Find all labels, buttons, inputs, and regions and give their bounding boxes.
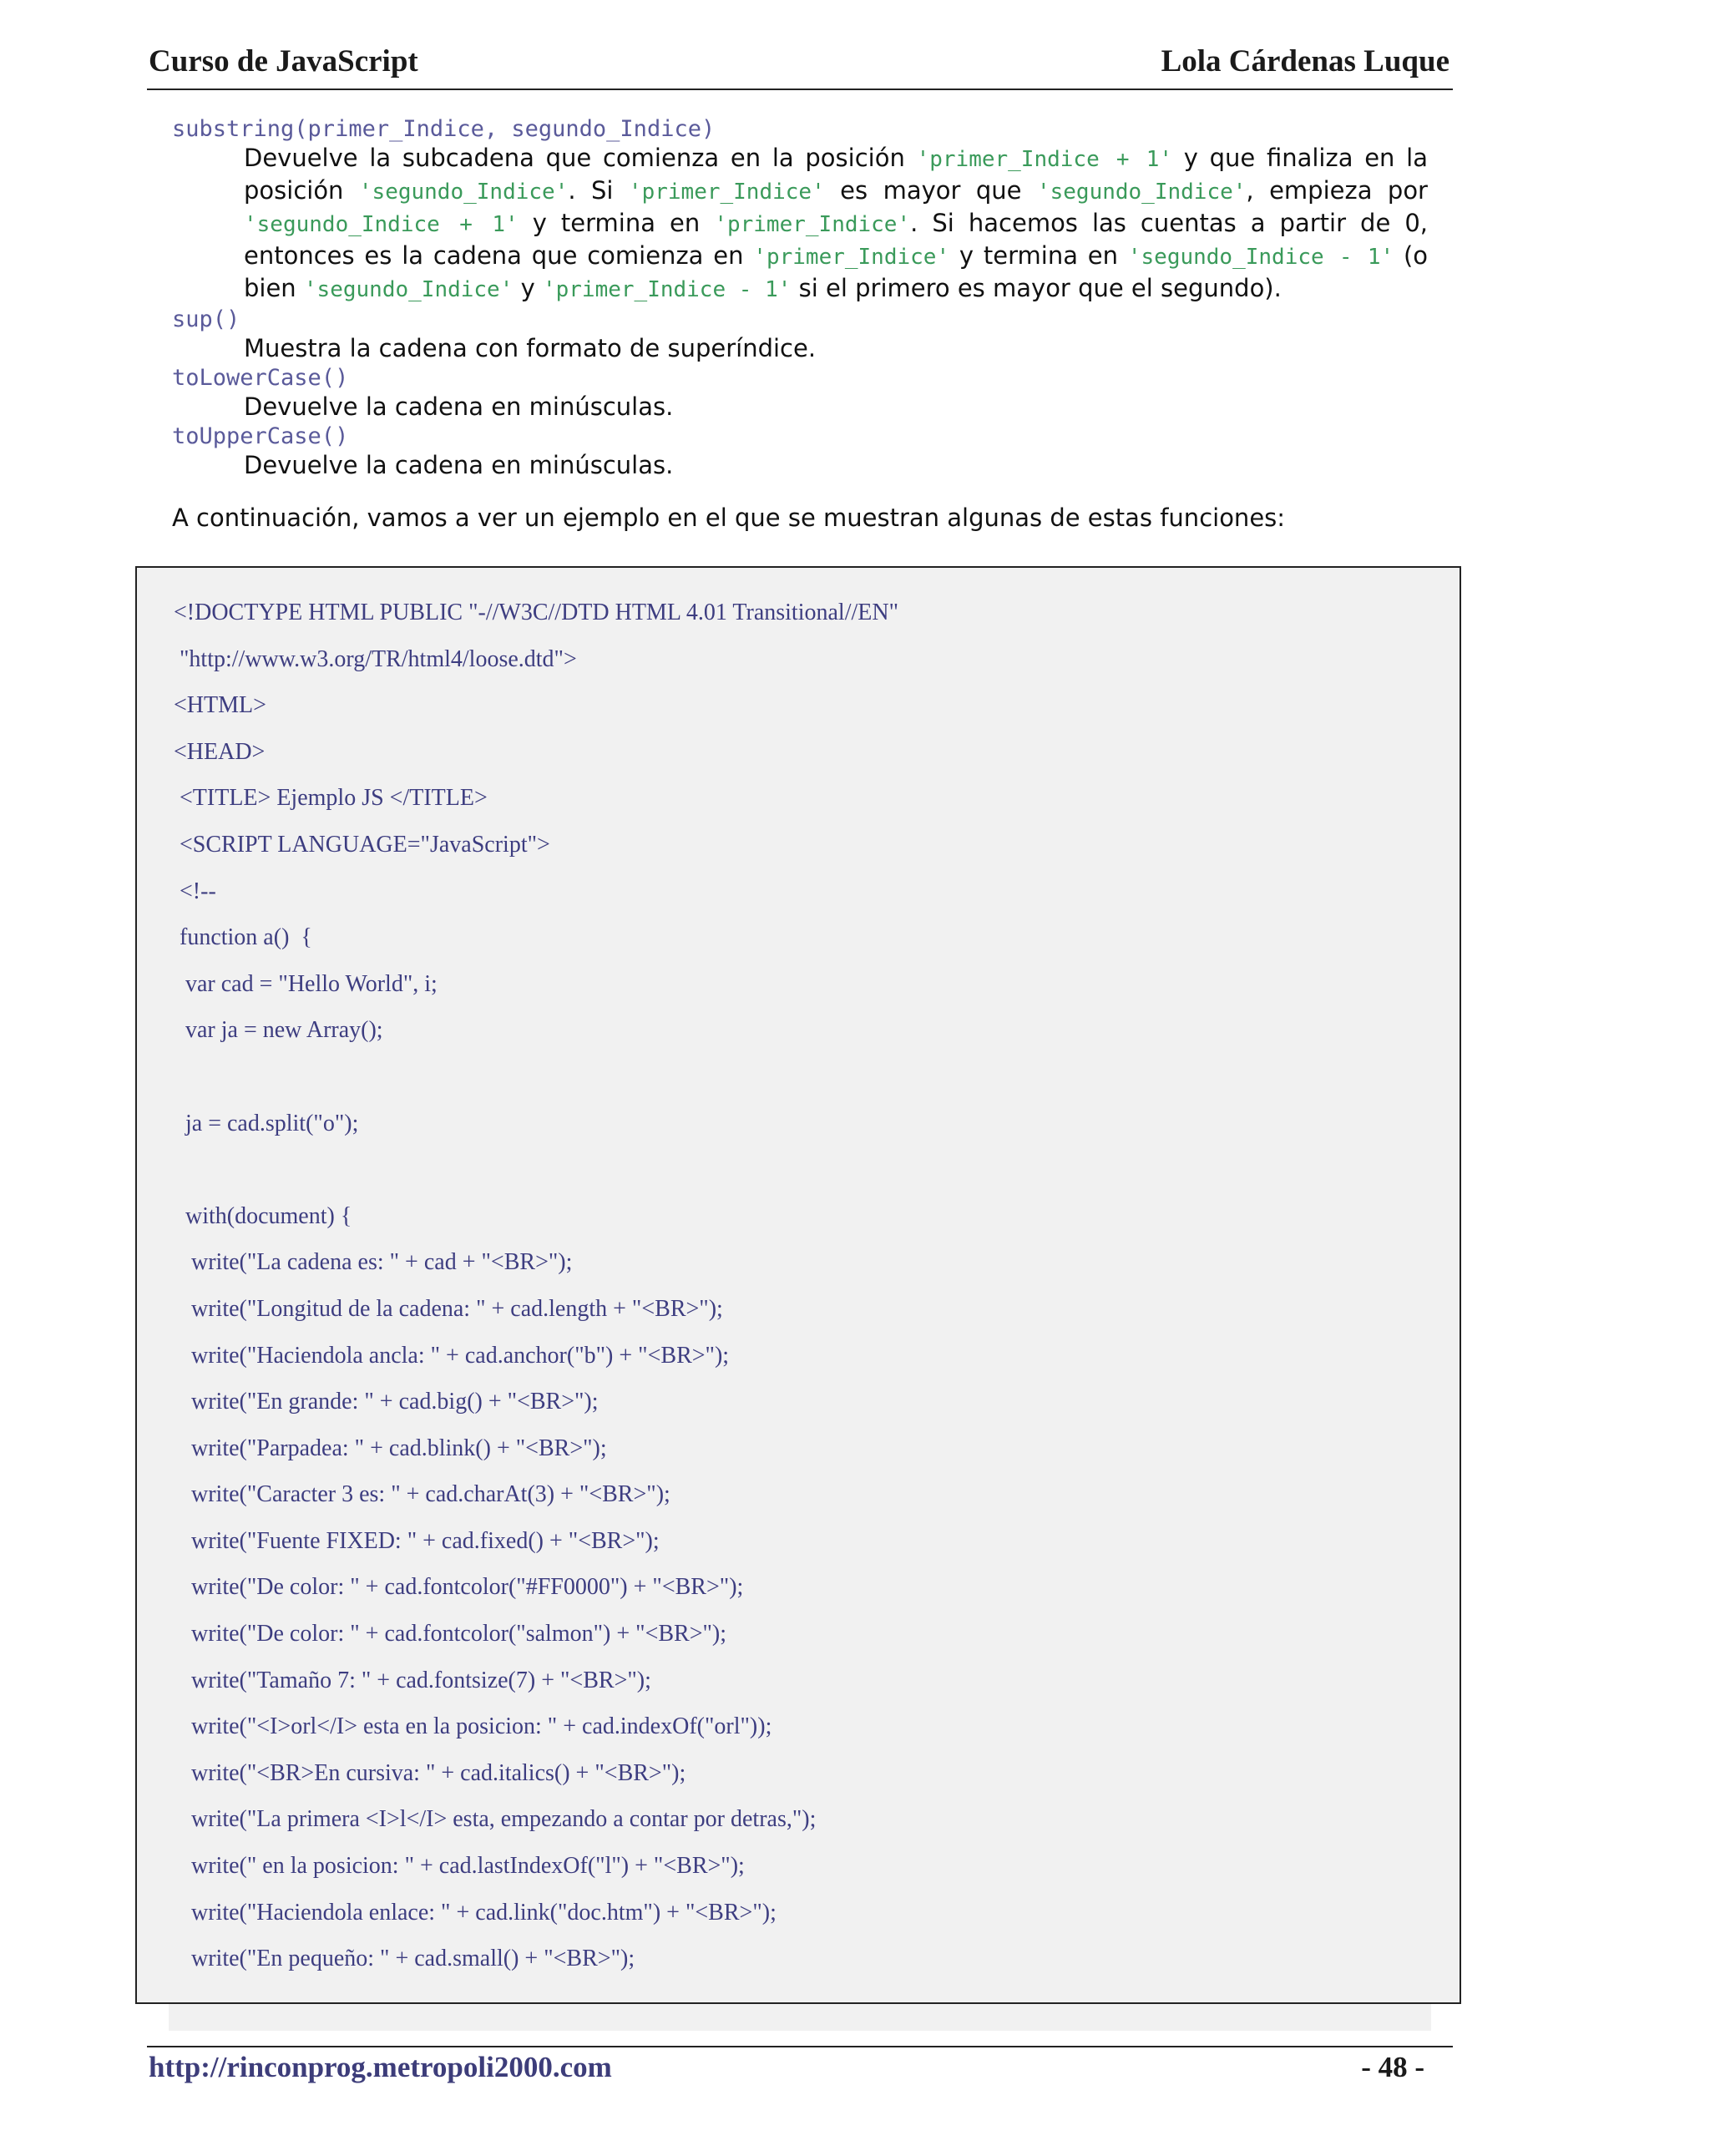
description-text: es mayor que	[824, 176, 1037, 205]
code-line: write("La cadena es: " + cad + "<BR>");	[174, 1249, 573, 1276]
code-line: write("La primera <I>l</I> esta, empezando a contar por detras,");	[174, 1806, 817, 1833]
inline-code: 'primer_Indice'	[628, 180, 825, 205]
inline-code: 'primer_Indice'	[714, 212, 911, 237]
code-line: write("Haciendola enlace: " + cad.link("doc.htm") + "<BR>");	[174, 1899, 777, 1926]
method-description	[244, 450, 1428, 481]
code-line: write("En grande: " + cad.big() + "<BR>");	[174, 1389, 599, 1415]
code-line: <!--	[174, 878, 216, 904]
method-list	[172, 115, 1428, 481]
code-lines	[174, 590, 898, 1982]
intro-paragraph: A continuación, vamos a ver un ejemplo en el que se muestran algunas de estas funciones:	[172, 504, 1286, 532]
code-line: write("Fuente FIXED: " + cad.fixed() + "<BR>");	[174, 1527, 660, 1554]
code-line: <TITLE> Ejemplo JS </TITLE>	[174, 785, 488, 812]
inline-code: 'segundo_Indice'	[358, 180, 569, 205]
method-description	[244, 333, 1428, 364]
code-line: write("<BR>En cursiva: " + cad.italics() + "<BR>");	[174, 1759, 686, 1786]
code-line: write("De color: " + cad.fontcolor("salmon") + "<BR>");	[174, 1621, 727, 1647]
description-text: . Si hacemos las cuentas a partir de 0, entonces es la cadena que comienza en	[244, 209, 1428, 270]
course-title: Curso de JavaScript	[149, 44, 418, 78]
description-text: y termina en	[518, 209, 715, 237]
inline-code: 'primer_Indice - 1'	[542, 277, 792, 302]
code-listing	[135, 566, 1461, 2004]
code-line: write("Caracter 3 es: " + cad.charAt(3) + "<BR>");	[174, 1481, 670, 1508]
code-continuation-strip	[169, 2004, 1431, 2031]
description-text: , empieza por	[1246, 176, 1428, 205]
method-signature: toUpperCase()	[172, 423, 349, 449]
code-line: write("Parpadea: " + cad.blink() + "<BR>");	[174, 1435, 607, 1461]
page-header	[147, 43, 1453, 90]
description-text: y termina en	[949, 241, 1128, 270]
code-line: <HTML>	[174, 692, 266, 719]
method-signature: substring(primer_Indice, segundo_Indice)	[172, 116, 716, 142]
code-line: write("De color: " + cad.fontcolor("#FF0000") + "<BR>");	[174, 1574, 744, 1601]
description-text: y	[513, 274, 543, 302]
code-line: var ja = new Array();	[174, 1017, 383, 1044]
description-text: Devuelve la cadena en minúsculas.	[244, 392, 674, 421]
footer-url: http://rinconprog.metropoli2000.com	[149, 2051, 612, 2083]
author-name: Lola Cárdenas Luque	[1161, 44, 1449, 78]
inline-code: 'segundo_Indice + 1'	[244, 212, 519, 237]
description-text: Devuelve la subcadena que comienza en la posición	[244, 144, 917, 172]
inline-code: 'segundo_Indice'	[303, 277, 514, 302]
code-line: "http://www.w3.org/TR/html4/loose.dtd">	[174, 645, 577, 672]
inline-code: 'segundo_Indice - 1'	[1127, 245, 1394, 270]
code-line	[174, 1054, 898, 1101]
description-text: y que finaliza en la posición	[244, 144, 1428, 205]
code-line: write("Haciendola ancla: " + cad.anchor("b") + "<BR>");	[174, 1342, 730, 1369]
code-line: write("<I>orl</I> esta en la posicion: " + cad.indexOf("orl"));	[174, 1713, 772, 1740]
method-signature: sup()	[172, 306, 240, 332]
description-text: Muestra la cadena con formato de superíndice.	[244, 334, 817, 362]
description-text: si el primero es mayor que el segundo).	[791, 274, 1282, 302]
inline-code: 'segundo_Indice'	[1036, 180, 1247, 205]
code-line: write(" en la posicion: " + cad.lastIndexOf("l") + "<BR>");	[174, 1853, 745, 1880]
method-description	[244, 392, 1428, 423]
inline-code: 'primer_Indice + 1'	[916, 147, 1172, 172]
description-text: (o bien	[244, 241, 1428, 302]
method-description	[244, 143, 1428, 306]
code-line: write("Longitud de la cadena: " + cad.length + "<BR>");	[174, 1295, 723, 1322]
description-text: Devuelve la cadena en minúsculas.	[244, 451, 674, 479]
footer-rule	[147, 2046, 1453, 2047]
code-line: function a() {	[174, 924, 312, 951]
code-line	[174, 1146, 898, 1193]
description-text: . Si	[568, 176, 629, 205]
code-line: write("En pequeño: " + cad.small() + "<BR>");	[174, 1946, 635, 1972]
code-line: var cad = "Hello World", i;	[174, 970, 438, 997]
code-line: write("Tamaño 7: " + cad.fontsize(7) + "<BR>");	[174, 1667, 651, 1693]
page-number: - 48 -	[1361, 2051, 1424, 2083]
code-line: with(document) {	[174, 1202, 352, 1229]
code-line: ja = cad.split("o");	[174, 1110, 359, 1136]
method-signature: toLowerCase()	[172, 365, 349, 391]
inline-code: 'primer_Indice'	[753, 245, 950, 270]
code-line: <!DOCTYPE HTML PUBLIC "-//W3C//DTD HTML 4.01 Transitional//EN"	[174, 600, 899, 625]
code-line: <SCRIPT LANGUAGE="JavaScript">	[174, 831, 550, 858]
code-line: <HEAD>	[174, 738, 266, 765]
